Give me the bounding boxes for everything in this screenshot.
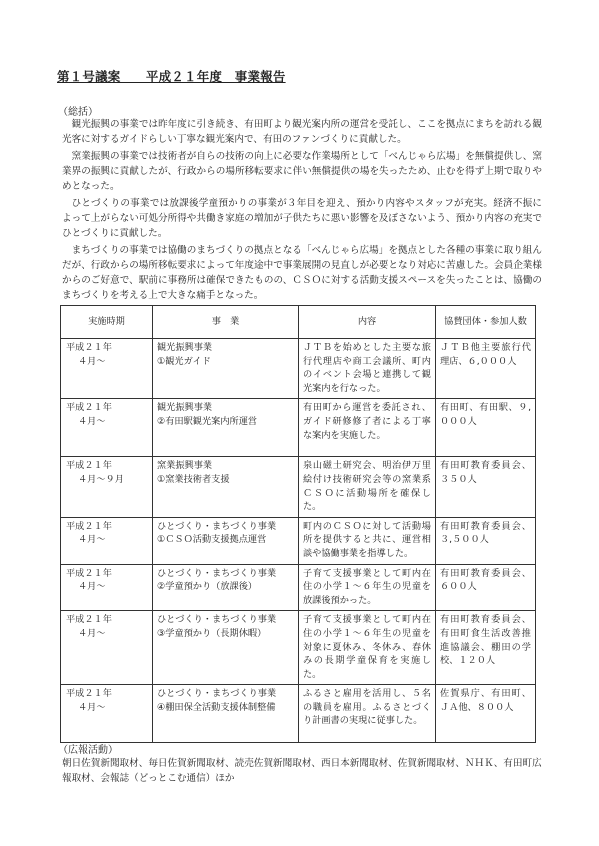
cell-period: 平成２１年 ４月～ [61, 339, 153, 399]
cell-sponsor: 有田町教育委員会、３,５００人 [436, 517, 536, 564]
header-project: 事 業 [153, 306, 299, 339]
cell-project: 観光振興事業 ②有田駅観光案内所運営 [153, 399, 299, 457]
cell-content: 子育て支援事業として町内在住の小学１～６年生の児童を放課後預かった。 [299, 564, 436, 611]
cell-sponsor: 有田町教育委員会、３５０人 [436, 457, 536, 517]
page-title: 第１号議案 平成２１年度 事業報告 [57, 69, 286, 84]
publicity-text: 朝日佐賀新聞取材、毎日佐賀新聞取材、読売佐賀新聞取材、西日本新聞取材、佐賀新聞取材、ＮＨＫ、有田町広報取材、会報誌（どっとこむ通信）ほか [62, 758, 542, 784]
cell-sponsor: 有田町、有田駅、９,０００人 [436, 399, 536, 457]
cell-project: 観光振興事業 ①観光ガイド [153, 339, 299, 399]
cell-sponsor: 有田町教育委員会、６００人 [436, 564, 536, 611]
cell-project: ひとづくり・まちづくり事業 ①ＣＳＯ活動支援拠点運営 [153, 517, 299, 564]
cell-sponsor: ＪＴＢ他主要旅行代理店、６,０００人 [436, 339, 536, 399]
cell-project: ひとづくり・まちづくり事業 ③学童預かり（長期休暇） [153, 611, 299, 685]
overview-paragraph-town: まちづくりの事業では協働のまちづくりの拠点となる「べんじゃら広場」を拠点とした各種の事業に取り組んだが、行政からの場所移転要求によって年度途中で事業展開の見直しが必要となり対応に苦慮した。会員企業様からのご好意で、駅前に事務所は確保できたものの、ＣＳＯに対する活動支援スペースを失ったことは、協働のまちづくりを考える上で大きな痛手となった。 [62, 244, 542, 302]
overview-section [62, 117, 542, 304]
cell-content: ふるさと雇用を活用し、５名の職員を雇用。ふるさとづくり計画書の実現に従事した。 [299, 685, 436, 743]
cell-sponsor: 佐賀県庁、有田町、ＪＡ他、８００人 [436, 685, 536, 743]
publicity-heading: （広報活動） [58, 745, 118, 756]
cell-content: 子育て支援事業として町内在住の小学１～６年生の児童を対象に夏休み、冬休み、春休みの長期学童保育を実施した。 [299, 611, 436, 685]
activity-table [60, 305, 536, 743]
cell-period: 平成２１年 ４月～ [61, 685, 153, 743]
cell-content: 泉山磁土研究会、明治伊万里絵付け技術研究会等の窯業系ＣＳＯに活動場所を確保した。 [299, 457, 436, 517]
overview-paragraph-people: ひとづくりの事業では放課後学童預かりの事業が３年目を迎え、預かり内容やスタッフが充実。経済不振によって上がらない可処分所得や共働き家庭の増加が子供たちに悪い影響を及ぼさないよう、預かり内容の充実でひとづくりに貢献した。 [62, 197, 542, 240]
cell-project: ひとづくり・まちづくり事業 ④棚田保全活動支援体制整備 [153, 685, 299, 743]
overview-paragraph-ceramics: 窯業振興の事業では技術者が自らの技術の向上に必要な作業場所として「べんじゃら広場」を無償提供し、窯業界の振興に貢献したが、行政からの場所移転要求に伴い無償提供の場を失ったため、止むを得ず上期で取りやめとなった。 [62, 150, 542, 193]
overview-heading: （総括） [58, 107, 98, 118]
table-row [61, 399, 536, 457]
cell-content: 町内のＣＳＯに対して活動場所を提供すると共に、運営相談や協働事業を指導した。 [299, 517, 436, 564]
table-row [61, 611, 536, 685]
table-row [61, 517, 536, 564]
table-row [61, 564, 536, 611]
cell-project: 窯業振興事業 ①窯業技術者支援 [153, 457, 299, 517]
header-sponsor: 協賛団体・参加人数 [436, 306, 536, 339]
cell-period: 平成２１年 ４月～ [61, 564, 153, 611]
header-content: 内容 [299, 306, 436, 339]
cell-content: ＪＴＢを始めとした主要な旅行代理店や商工会議所、町内のイベント会場と連携して観光案内を行なった。 [299, 339, 436, 399]
table-row [61, 339, 536, 399]
cell-period: 平成２１年 ４月～ [61, 517, 153, 564]
header-period: 実施時期 [61, 306, 153, 339]
table-header-row [61, 306, 536, 339]
cell-period: 平成２１年 ４月～ [61, 399, 153, 457]
cell-sponsor: 有田町教育委員会、有田町食生活改善推進協議会、棚田の学校、１２０人 [436, 611, 536, 685]
cell-period: 平成２１年 ４月～９月 [61, 457, 153, 517]
table-row [61, 685, 536, 743]
cell-period: 平成２１年 ４月～ [61, 611, 153, 685]
cell-project: ひとづくり・まちづくり事業 ②学童預かり（放課後） [153, 564, 299, 611]
cell-content: 有田町から運営を委託され、ガイド研修修了者による丁寧な案内を実施した。 [299, 399, 436, 457]
overview-paragraph-tourism: 観光振興の事業では昨年度に引き続き、有田町より観光案内所の運営を受託し、ここを拠点にまちを訪れる観光客に対するガイドらしい丁寧な観光案内で、有田のファンづくりに貢献した。 [62, 119, 542, 146]
table-row [61, 457, 536, 517]
